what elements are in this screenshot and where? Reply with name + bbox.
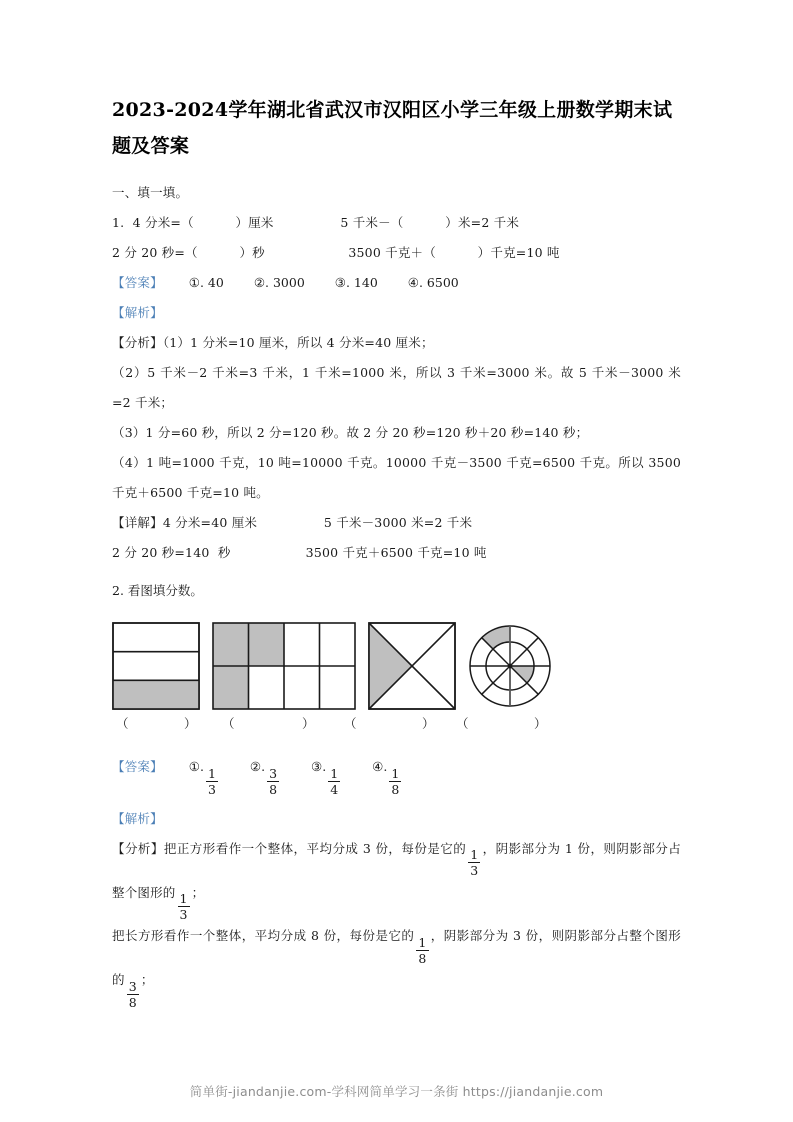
fraction-numerator: 1 bbox=[418, 934, 427, 950]
answer-item bbox=[372, 752, 403, 796]
fraction bbox=[416, 936, 428, 965]
question1-line2: 2 分 20 秒=（ ）秒 3500 千克＋（ ）千克=10 吨 bbox=[112, 245, 560, 260]
blank-paren-open[interactable]: （ bbox=[116, 716, 129, 731]
fraction bbox=[389, 767, 401, 796]
fraction bbox=[328, 767, 340, 796]
fraction-denominator: 8 bbox=[128, 994, 137, 1010]
answer-index: ①. bbox=[188, 759, 204, 774]
question1-line1: 1. 4 分米=（ ）厘米 5 千米－（ ）米=2 千米 bbox=[112, 215, 520, 230]
fraction bbox=[127, 980, 139, 1009]
question1-analysis-item-2: （2）5 千米－2 千米=3 千米，1 千米=1000 米，所以 3 千米=3000 米。故 5 千米－3000 米=2 千米； bbox=[112, 365, 681, 410]
fraction-numerator: 1 bbox=[330, 765, 339, 781]
question1-analysis-item-4: （4）1 吨=1000 千克，10 吨=10000 千克。10000 千克－3500 千克=6500 千克。所以 3500 千克＋6500 千克=10 吨。 bbox=[112, 455, 681, 500]
question1-analysis-item-3: （3）1 分=60 秒，所以 2 分=120 秒。故 2 分 20 秒=120 秒＋20 秒=140 秒； bbox=[112, 425, 589, 440]
fraction bbox=[468, 848, 480, 877]
detail-label: 【详解】 bbox=[112, 515, 163, 530]
question2-heading: 2. 看图填分数。 bbox=[112, 583, 203, 598]
answer-item bbox=[189, 752, 220, 796]
answer-item: ③. 140 bbox=[334, 275, 378, 290]
question2-analysis-para-2 bbox=[112, 921, 681, 1009]
blank-paren-close[interactable]: ） bbox=[302, 716, 315, 731]
analysis-text: ； bbox=[140, 972, 154, 987]
analysis-label: 【分析】 bbox=[112, 840, 164, 856]
analysis-text: ，阴影部分为 1 份，则阴影部分占整个图形的 bbox=[112, 840, 681, 900]
analysis-text: 把正方形看作一个整体，平均分成 3 份，每份是它的 bbox=[163, 840, 467, 856]
answer-tag: 【答案】 bbox=[112, 759, 163, 774]
question2-analysis-tag-row bbox=[112, 804, 681, 834]
analysis-text: （1）1 分米=10 厘米，所以 4 分米=40 厘米； bbox=[162, 335, 434, 350]
analysis-tag: 【解析】 bbox=[112, 305, 163, 320]
fraction-numerator: 1 bbox=[207, 765, 216, 781]
question2-analysis-para-1 bbox=[112, 834, 681, 922]
question2-blank-row bbox=[112, 714, 681, 740]
answer-index: ③. bbox=[311, 759, 327, 774]
blank-paren-close[interactable]: ） bbox=[184, 716, 197, 731]
analysis-text: ，阴影部分为 3 份，则阴影部分占整个图形的 bbox=[112, 928, 681, 987]
analysis-tag: 【解析】 bbox=[112, 810, 163, 826]
fraction-denominator: 3 bbox=[207, 781, 216, 797]
fraction-numerator: 1 bbox=[391, 765, 400, 781]
section-heading: 一、填一填。 bbox=[112, 185, 189, 200]
blank-paren-close[interactable]: ） bbox=[422, 716, 435, 731]
answer-tag: 【答案】 bbox=[112, 275, 163, 290]
question2-figure-strip bbox=[112, 622, 681, 714]
analysis-text: ； bbox=[191, 884, 205, 900]
fraction-numerator: 3 bbox=[128, 978, 137, 994]
fraction-denominator: 8 bbox=[391, 781, 400, 797]
fraction bbox=[178, 892, 190, 921]
fraction-numerator: 1 bbox=[179, 891, 188, 906]
detail-text: 4 分米=40 厘米 5 千米－3000 米=2 千米 bbox=[162, 515, 473, 530]
question1-detail-line2: 2 分 20 秒=140 秒 3500 千克＋6500 千克=10 吨 bbox=[112, 545, 487, 560]
footer-watermark: 简单街-jiandanjie.com-学科网简单学习一条街 https://jiandanjie.com bbox=[189, 1084, 604, 1099]
question2-answer-row bbox=[112, 752, 681, 796]
analysis-text: 把长方形看作一个整体，平均分成 8 份，每份是它的 bbox=[112, 928, 415, 944]
answer-index: ②. bbox=[249, 759, 266, 774]
fraction-denominator: 3 bbox=[179, 907, 188, 923]
fraction-denominator: 8 bbox=[418, 950, 427, 966]
page-title: 2023-2024学年湖北省武汉市汉阳区小学三年级上册数学期末试题及答案 bbox=[112, 99, 673, 157]
blank-paren-open[interactable]: （ bbox=[456, 716, 469, 731]
fraction-denominator: 3 bbox=[470, 863, 479, 879]
blank-paren-close[interactable]: ） bbox=[534, 716, 547, 731]
answer-index: ④. bbox=[372, 759, 388, 774]
question1-analysis-tag-row bbox=[112, 298, 681, 328]
figure-rectangle-eighths bbox=[212, 622, 356, 710]
question1-detail-line1 bbox=[112, 508, 681, 538]
fraction-denominator: 4 bbox=[330, 781, 339, 797]
blank-paren-open[interactable]: （ bbox=[344, 716, 357, 731]
figure-concentric-circle-eighths bbox=[466, 622, 554, 710]
figure-square-thirds bbox=[112, 622, 200, 710]
fraction-numerator: 1 bbox=[470, 847, 479, 863]
answer-item: ②. 3000 bbox=[253, 275, 305, 290]
analysis-label: 【分析】 bbox=[112, 335, 163, 350]
fraction-denominator: 8 bbox=[269, 781, 278, 797]
blank-paren-open[interactable]: （ bbox=[222, 716, 235, 731]
question1-answer-row bbox=[112, 268, 681, 298]
answer-item bbox=[311, 752, 342, 796]
answer-item: ④. 6500 bbox=[407, 275, 459, 290]
answer-item: ①. 40 bbox=[188, 275, 224, 290]
fraction bbox=[267, 767, 279, 796]
figure-square-diagonals-quarter bbox=[368, 622, 456, 710]
answer-item bbox=[250, 752, 281, 796]
fraction-numerator: 3 bbox=[269, 765, 278, 781]
fraction bbox=[206, 767, 218, 796]
question1-analysis-item-1 bbox=[112, 328, 681, 358]
